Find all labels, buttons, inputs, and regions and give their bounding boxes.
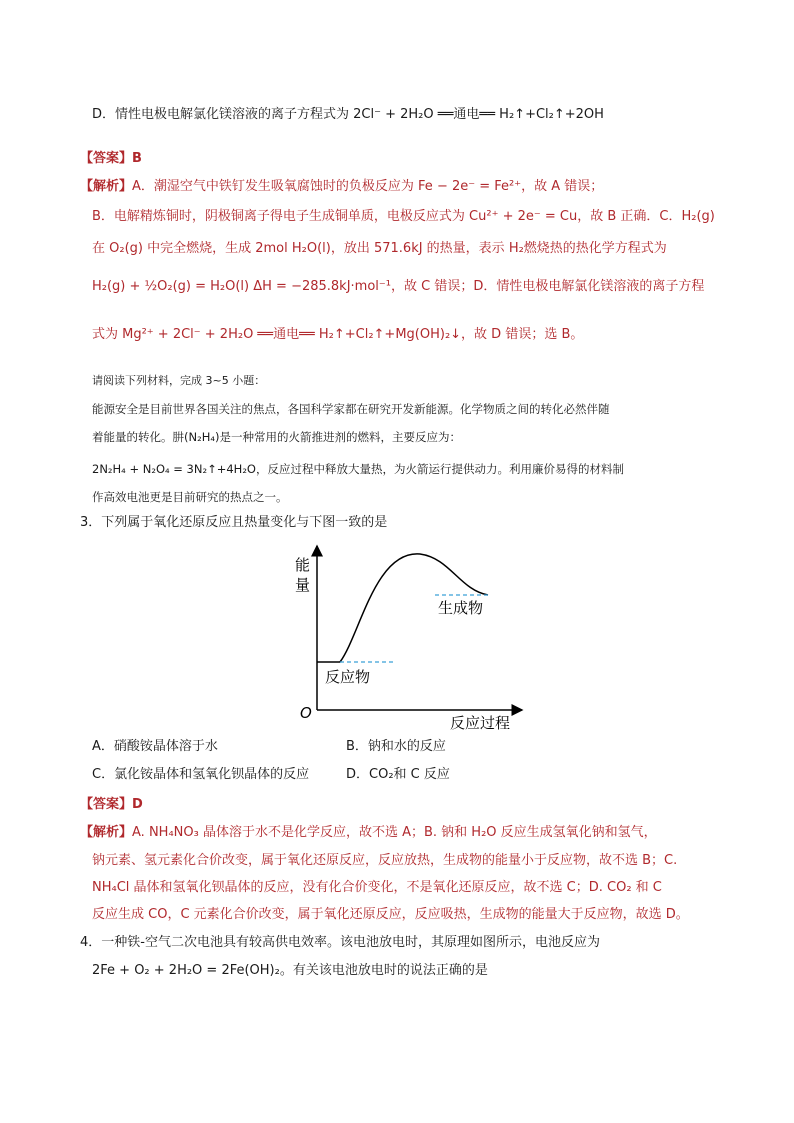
y-axis-label-1: 能: [295, 556, 311, 574]
q3-analysis-line-2: 钠元素、氢元素化合价改变，属于氧化还原反应，反应放热，生成物的能量小于反应物，故不选 B；C.: [92, 853, 678, 868]
q3-stem: 3．下列属于氧化还原反应且热量变化与下图一致的是: [80, 515, 388, 530]
material-intro: 请阅读下列材料，完成 3~5 小题：: [92, 374, 266, 387]
q3-option-b: B．钠和水的反应: [346, 739, 446, 754]
q3-analysis-line-1: [80, 824, 754, 842]
q3-analysis-line-4: 反应生成 CO，C 元素化合价改变，属于氧化还原反应，反应吸热，生成物的能量大于反应物，故选 D。: [92, 907, 689, 922]
material-line-3: 着能量的转化。肼(N₂H₄)是一种常用的火箭推进剂的燃料，主要反应为：: [92, 430, 461, 444]
q3-option-d: D．CO₂和 C 反应: [346, 767, 450, 782]
q4-stem-line-1: 4．一种铁-空气二次电池具有较高供电效率。该电池放电时，其原理如图所示，电池反应为: [80, 935, 600, 950]
product-label: 生成物: [438, 599, 484, 617]
y-axis-label-2: 量: [295, 576, 311, 594]
q2-analysis-line-4: H₂(g) + ½O₂(g) = H₂O(l) ΔH = −285.8kJ·mol⁻¹，故 C 错误；D．情性电极电解氯化镁溶液的离子方程: [92, 279, 705, 294]
analysis-tag: 【解析】: [80, 825, 133, 840]
q2-analysis-line-3: 在 O₂(g) 中完全燃烧，生成 2mol H₂O(l)，放出 571.6kJ 的热量，表示 H₂燃烧热的热化学方程式为: [92, 241, 667, 256]
x-axis-label: 反应过程: [450, 714, 511, 730]
q2-analysis-line-1: [80, 178, 754, 196]
q2-analysis-line-2: B．电解精炼铜时，阴极铜离子得电子生成铜单质，电极反应式为 Cu²⁺ + 2e⁻ = Cu，故 B 正确．C．H₂(g): [92, 209, 715, 224]
reactant-label: 反应物: [325, 668, 371, 686]
energy-diagram: [290, 540, 530, 730]
q3-option-c: C．氯化铵晶体和氢氧化钡晶体的反应: [92, 767, 310, 782]
q3-analysis-line-3: NH₄Cl 晶体和氢氧化钡晶体的反应，没有化合价变化，不是氧化还原反应，故不选 C；D. CO₂ 和 C: [92, 880, 662, 895]
q4-stem-line-2: 2Fe + O₂ + 2H₂O = 2Fe(OH)₂。有关该电池放电时的说法正确的是: [92, 963, 488, 978]
analysis-text: A．潮湿空气中铁钉发生吸氧腐蚀时的负极反应为 Fe − 2e⁻ = Fe²⁺，故 A 错误；: [132, 179, 604, 194]
material-line-2: 能源安全是目前世界各国关注的焦点，各国科学家都在研究开发新能源。化学物质之间的转化必然伴随: [92, 402, 610, 416]
material-line-5: 作高效电池更是目前研究的热点之一。: [92, 490, 288, 504]
q2-analysis-line-5: 式为 Mg²⁺ + 2Cl⁻ + 2H₂O ══通电══ H₂↑+Cl₂↑+Mg(OH)₂↓，故 D 错误；选 B。: [92, 327, 584, 342]
q3-option-a: A．硝酸铵晶体溶于水: [92, 739, 218, 754]
q2-option-d: D．情性电极电解氯化镁溶液的离子方程式为 2Cl⁻ + 2H₂O ══通电══ H₂↑+Cl₂↑+2OH: [92, 107, 604, 122]
material-line-4: 2N₂H₄ + N₂O₄ = 3N₂↑+4H₂O，反应过程中释放大量热，为火箭运行提供动力。利用廉价易得的材料制: [92, 462, 624, 476]
analysis-text: A. NH₄NO₃ 晶体溶于水不是化学反应，故不选 A；B. 钠和 H₂O 反应生成氢氧化钠和氢气，: [132, 825, 657, 840]
origin-label: O: [300, 704, 312, 722]
q3-answer: 【答案】D: [80, 797, 143, 812]
analysis-tag: 【解析】: [80, 179, 133, 194]
q2-answer: 【答案】B: [80, 151, 142, 166]
